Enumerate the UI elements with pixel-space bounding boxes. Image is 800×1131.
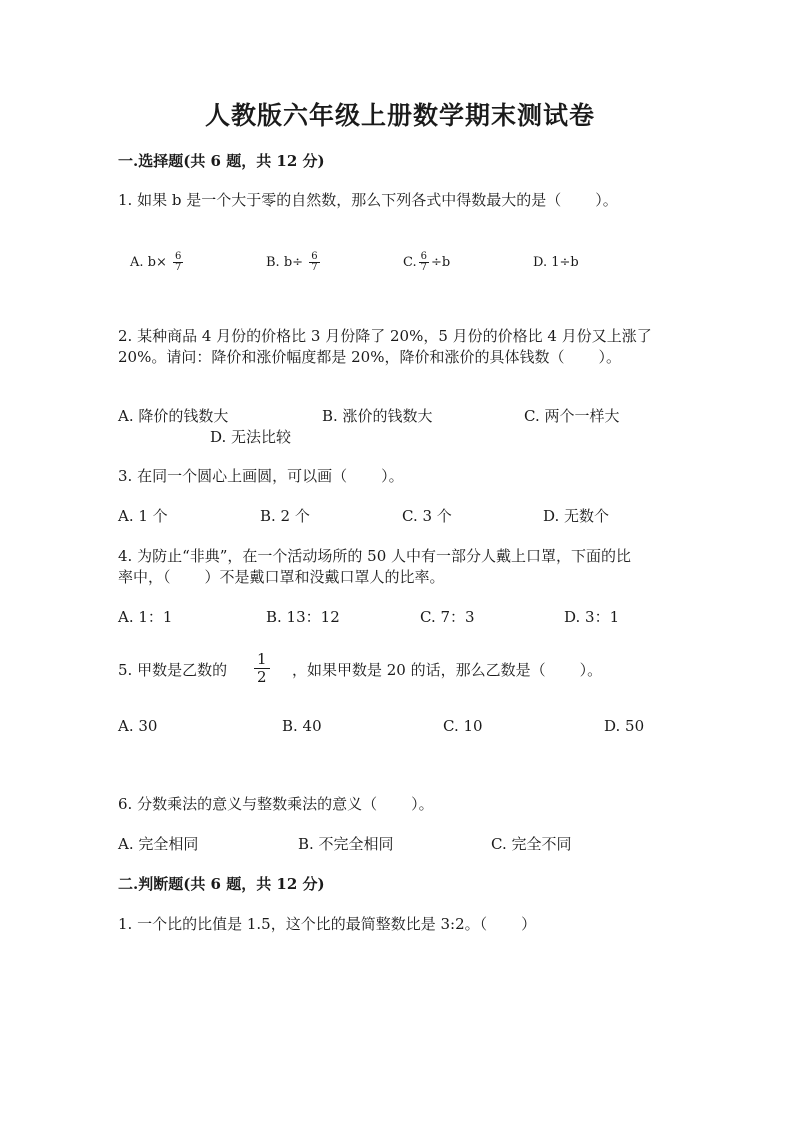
question-3-option-b[interactable]: B. 2 个 (260, 507, 310, 525)
question-1-option-b[interactable]: B. b÷ $\frac{6}{7}$ (266, 251, 318, 273)
question-2-option-d[interactable]: D. 无法比较 (210, 428, 292, 446)
question-3-option-a[interactable]: A. 1 个 (118, 507, 168, 525)
question-3-option-c[interactable]: C. 3 个 (402, 507, 452, 525)
question-4-option-d[interactable]: D. 3：1 (564, 608, 620, 626)
question-5-fraction: $\frac{1}{2}$ (252, 651, 272, 686)
question-6-option-a[interactable]: A. 完全相同 (118, 835, 199, 853)
judgement-1-stem: 1. 一个比的比值是 1.5，这个比的最简整数比是 3:2。（ ） (118, 915, 537, 933)
question-1-option-d[interactable]: D. 1÷b (533, 255, 579, 270)
question-5-option-c[interactable]: C. 10 (443, 717, 483, 735)
question-2-option-b[interactable]: B. 涨价的钱数大 (322, 407, 433, 425)
question-1-option-c[interactable]: C. $\frac{6}{7}$ ÷b (403, 251, 451, 273)
section-heading-true-false: 二.判断题(共 6 题，共 12 分) (118, 875, 325, 893)
question-3-option-d[interactable]: D. 无数个 (543, 507, 610, 525)
question-2-line-2: 20%。请问：降价和涨价幅度都是 20%，降价和涨价的具体钱数（ ）。 (118, 348, 621, 366)
question-2-option-c[interactable]: C. 两个一样大 (524, 407, 620, 425)
question-4-line-1: 4. 为防止“非典”，在一个活动场所的 50 人中有一部分人戴上口罩，下面的比 (118, 547, 632, 565)
fraction: $\frac{6}{7}$ (420, 251, 427, 273)
question-1-option-a[interactable]: A. b× $\frac{6}{7}$ (130, 251, 182, 273)
question-4-option-c[interactable]: C. 7：3 (420, 608, 475, 626)
question-5-option-a[interactable]: A. 30 (118, 717, 158, 735)
question-6-option-b[interactable]: B. 不完全相同 (298, 835, 394, 853)
question-1-close: ）。 (595, 191, 618, 209)
question-5-option-d[interactable]: D. 50 (604, 717, 645, 735)
section-heading-choice: 一.选择题(共 6 题，共 12 分) (118, 152, 325, 170)
question-1-text: 1. 如果 b 是一个大于零的自然数，那么下列各式中得数最大的是（ (118, 191, 562, 209)
question-2-option-a[interactable]: A. 降价的钱数大 (118, 407, 229, 425)
question-4-line-2: 率中，（ ）不是戴口罩和没戴口罩人的比率。 (118, 568, 445, 586)
question-5-option-b[interactable]: B. 40 (282, 717, 322, 735)
question-3-stem: 3. 在同一个圆心上画圆，可以画（ ）。 (118, 467, 404, 485)
question-5-stem-b: ，如果甲数是 20 的话，那么乙数是（ ）。 (292, 661, 603, 679)
page-title: 人教版六年级上册数学期末测试卷 (204, 101, 595, 130)
question-1-stem (118, 189, 618, 210)
fraction: $\frac{6}{7}$ (311, 251, 318, 273)
question-4-option-a[interactable]: A. 1：1 (118, 608, 173, 626)
question-5-stem-a: 5. 甲数是乙数的 (118, 661, 228, 679)
question-2-line-1: 2. 某种商品 4 月份的价格比 3 月份降了 20%，5 月份的价格比 4 月份又上涨了 (118, 327, 652, 345)
fraction: $\frac{6}{7}$ (175, 251, 182, 273)
question-6-stem: 6. 分数乘法的意义与整数乘法的意义（ ）。 (118, 795, 434, 813)
question-6-option-c[interactable]: C. 完全不同 (491, 835, 572, 853)
question-4-option-b[interactable]: B. 13：12 (266, 608, 340, 626)
